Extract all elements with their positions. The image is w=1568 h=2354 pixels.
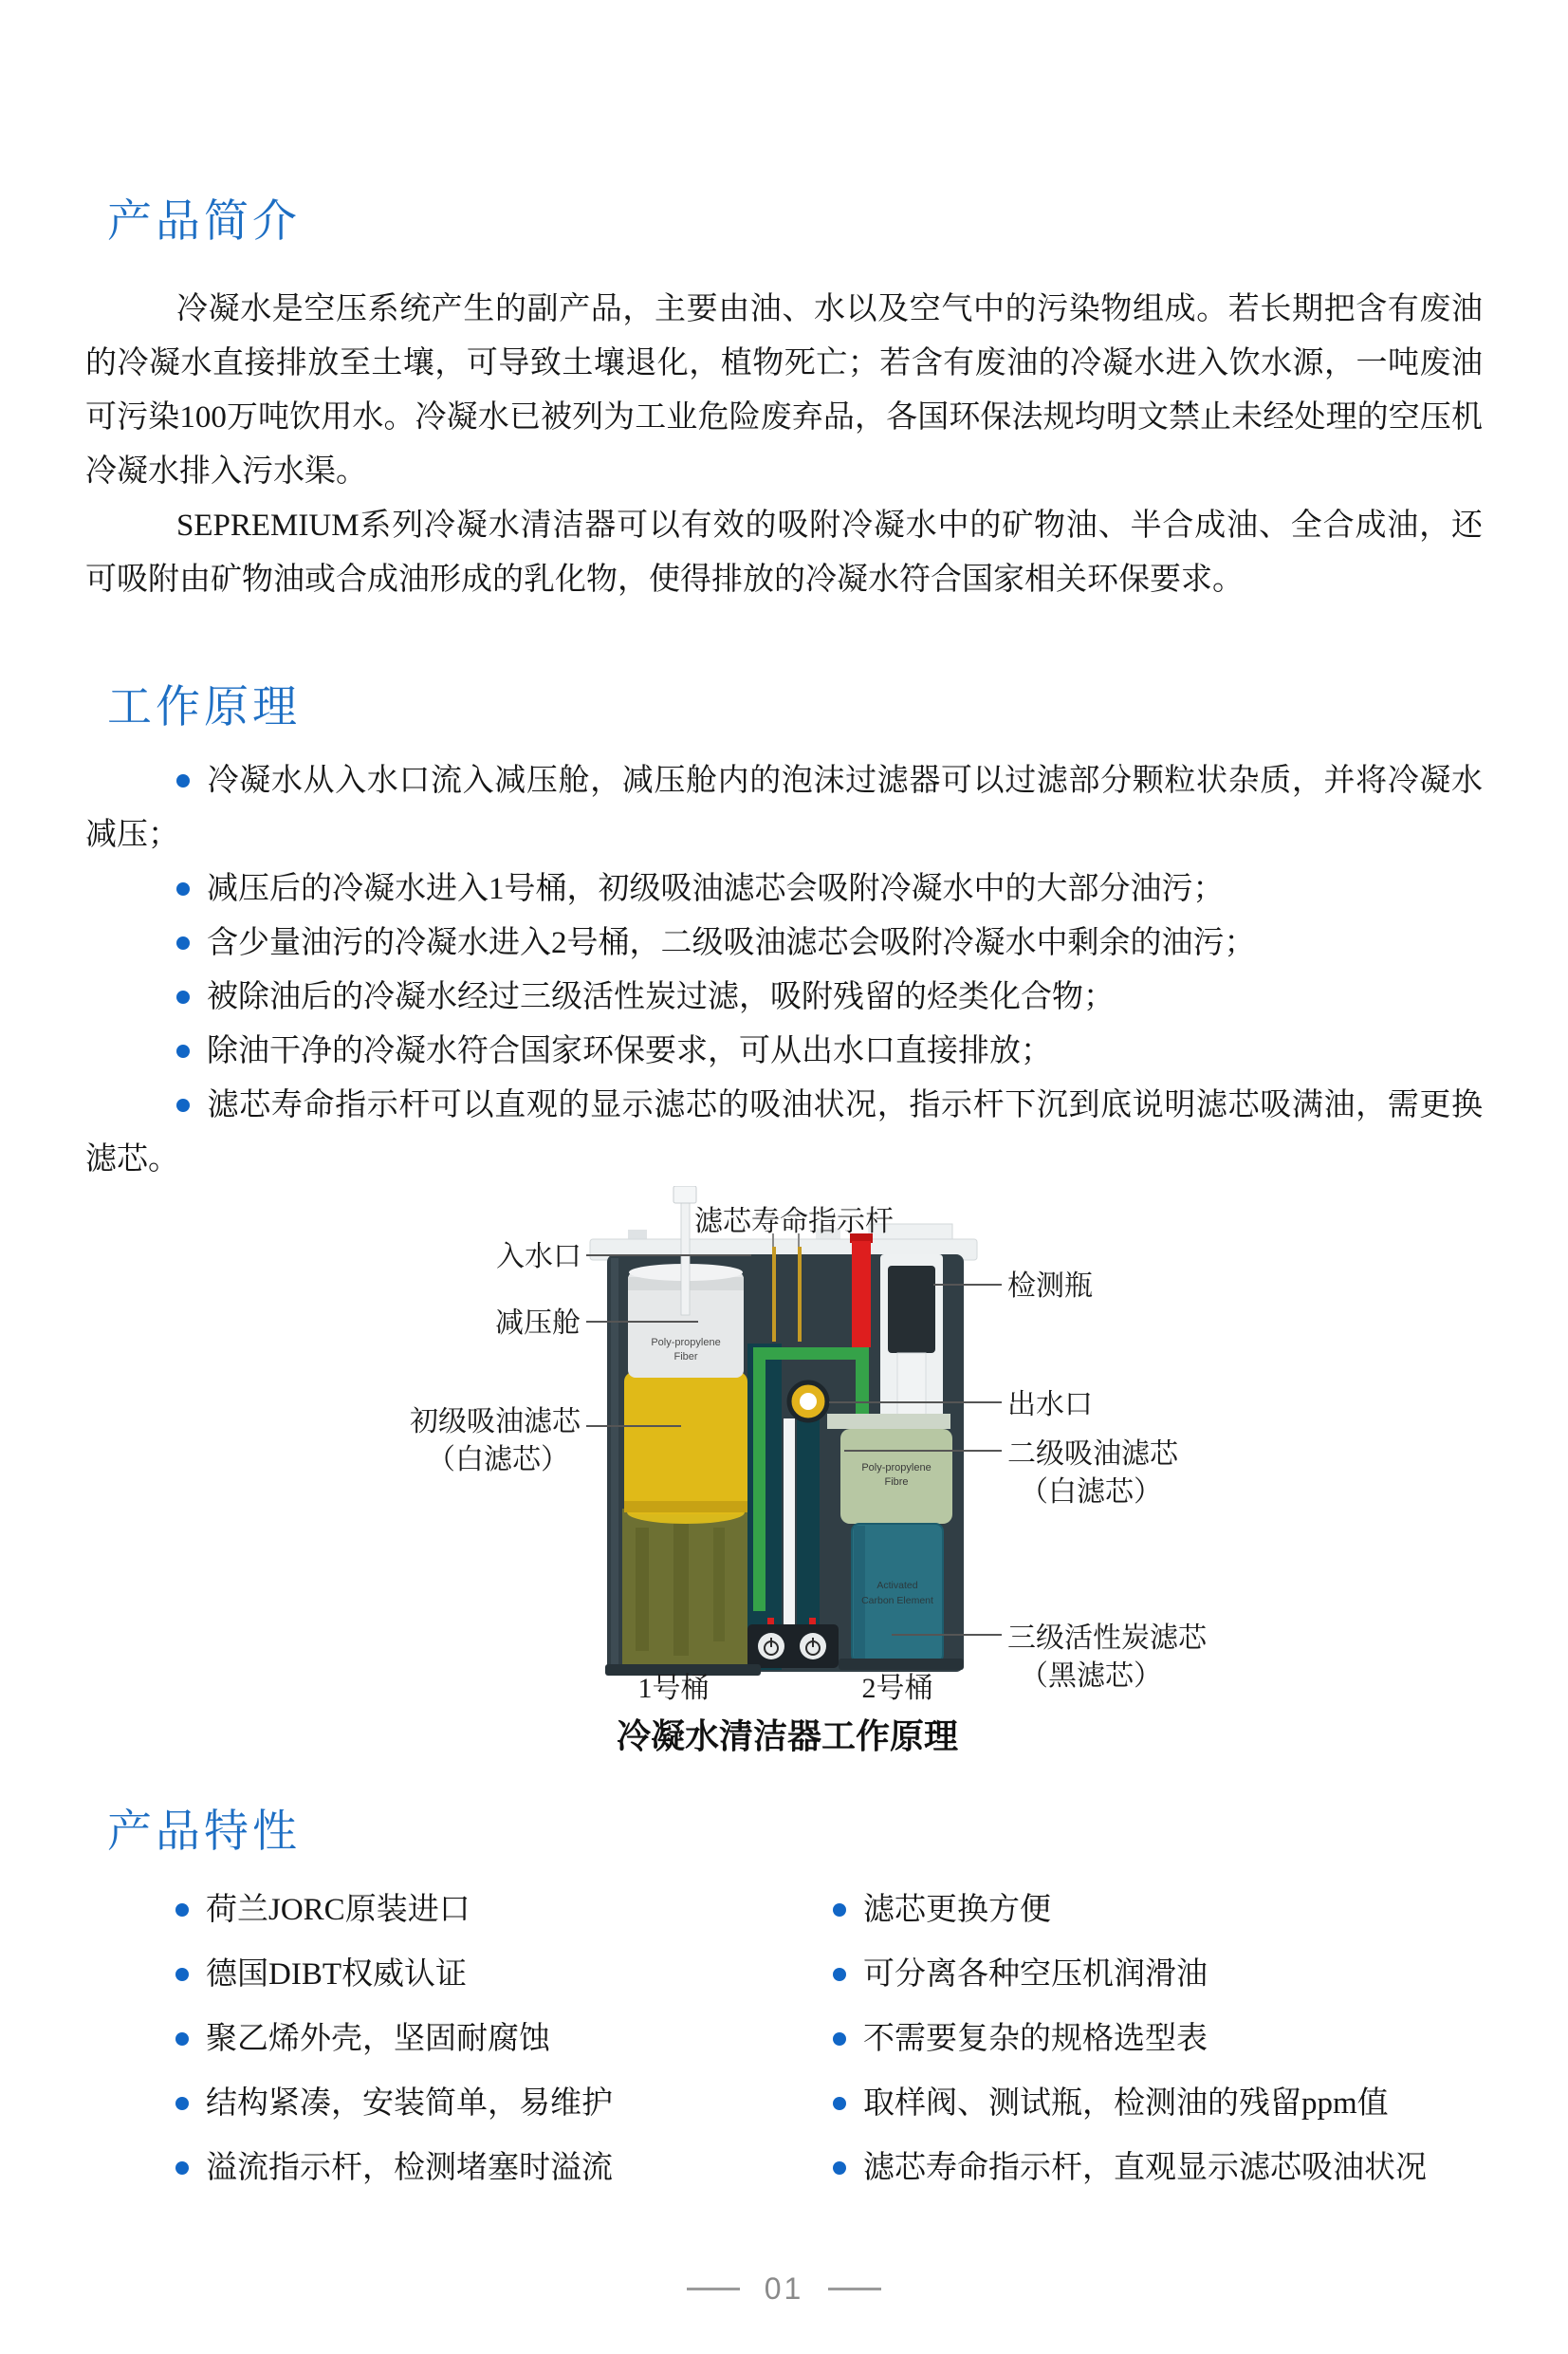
feature-text: 结构紧凑，安装简单，易维护 — [206, 2085, 613, 2121]
connector-line — [829, 1401, 1002, 1403]
bullet-icon — [833, 2097, 846, 2110]
footer-divider-line — [828, 2288, 881, 2290]
life-indicator-rod — [772, 1247, 776, 1342]
feature-text: 滤芯寿命指示杆，直观显示滤芯吸油状况 — [863, 2150, 1427, 2185]
bullet-icon — [175, 2032, 189, 2046]
bullet-icon — [175, 2161, 189, 2175]
chamber-text-1: Poly-propylene — [651, 1337, 721, 1348]
tank2-base — [839, 1659, 964, 1670]
features-grid — [0, 1874, 1568, 2196]
feature-item — [833, 1949, 1208, 1993]
feature-item — [0, 2013, 833, 2058]
feature-item — [833, 2078, 1389, 2122]
red-rod — [852, 1241, 871, 1347]
feature-text: 聚乙烯外壳，坚固耐腐蚀 — [206, 2021, 550, 2056]
section-title-working: 工作原理 — [107, 683, 301, 732]
connector-line — [586, 1321, 698, 1323]
working-bullet-item — [85, 754, 1483, 862]
features-row — [0, 2003, 1568, 2067]
working-bullet-item — [85, 1079, 1483, 1187]
diagram-label-life-indicator: 滤芯寿命指示杆 — [694, 1206, 894, 1237]
diagram-label-test-bottle: 检测瓶 — [1007, 1270, 1093, 1302]
gauge-dot — [809, 1618, 816, 1624]
feature-text: 可分离各种空压机润滑油 — [863, 1956, 1208, 1992]
features-row — [0, 1874, 1568, 1938]
intro-paragraph-2: SEPREMIUM系列冷凝水清洁器可以有效的吸附冷凝水中的矿物油、半合成油、全合成油，还可吸附由矿物油或合成油形成的乳化物，使得排放的冷凝水符合国家相关环保要求。 — [85, 509, 1483, 597]
connector-line — [586, 1425, 681, 1427]
working-bullet-text: 减压后的冷凝水进入1号桶，初级吸油滤芯会吸附冷凝水中的大部分油污； — [207, 872, 1225, 906]
diagram-label-inlet: 入水口 — [496, 1241, 581, 1272]
connector-line — [892, 1634, 1002, 1636]
feature-text: 荷兰JORC原装进口 — [206, 1892, 470, 1927]
page-footer — [0, 2268, 1568, 2309]
indicator-knob — [673, 1186, 696, 1203]
device-diagram — [0, 1186, 1568, 1779]
feature-text: 滤芯更换方便 — [863, 1892, 1051, 1927]
primary-filter-shade — [624, 1501, 747, 1512]
carbon-shade — [854, 1526, 865, 1660]
diagram-label-tertiary: 三级活性炭滤芯 — [1007, 1622, 1207, 1654]
feature-item — [833, 2013, 1208, 2058]
features-row — [0, 2132, 1568, 2196]
connector-line — [586, 1254, 751, 1256]
working-bullet-item — [85, 862, 1483, 917]
carbon-text-2: Carbon Element — [861, 1595, 933, 1606]
bullet-icon — [175, 2097, 189, 2110]
bullet-icon — [175, 1903, 189, 1917]
working-bullet-text: 除油干净的冷凝水符合国家环保要求，可从出水口直接排放； — [207, 1034, 1052, 1068]
bullet-icon — [176, 882, 190, 896]
green-pipe-long — [753, 1347, 766, 1611]
gauge-dot — [767, 1618, 774, 1624]
features-row — [0, 1938, 1568, 2003]
diagram-label-tank1: 1号桶 — [637, 1673, 710, 1704]
feature-item — [0, 1949, 833, 1993]
bullet-icon — [176, 991, 190, 1004]
working-bullet-text: 被除油后的冷凝水经过三级活性炭过滤，吸附残留的烃类化合物； — [207, 980, 1115, 1014]
feature-item — [0, 2078, 833, 2122]
working-bullet-item — [85, 1025, 1483, 1079]
body-highlight — [611, 1258, 618, 1666]
bullet-icon — [833, 2032, 846, 2046]
connector-line — [798, 1233, 800, 1247]
diagram-label-primary: 初级吸油滤芯 — [410, 1406, 581, 1437]
bullet-icon — [833, 1903, 846, 1917]
bullet-icon — [176, 936, 190, 950]
primary-filter — [624, 1372, 747, 1514]
connector-line — [844, 1450, 1002, 1452]
tank2-water-band — [827, 1414, 950, 1429]
life-indicator-rod — [798, 1247, 802, 1342]
working-bullet-text: 冷凝水从入水口流入减压舱，减压舱内的泡沫过滤器可以过滤部分颗粒状杂质，并将冷凝水减压； — [85, 764, 1483, 852]
feature-item — [0, 1884, 833, 1929]
bullet-icon — [833, 2161, 846, 2175]
diagram-label-primary-sub: （白滤芯） — [427, 1444, 569, 1475]
section-title-intro: 产品简介 — [107, 197, 301, 247]
chamber-text-2: Fiber — [673, 1351, 698, 1362]
bullet-icon — [176, 774, 190, 788]
connector-line — [933, 1284, 1002, 1286]
secondary-text-1: Poly-propylene — [861, 1462, 932, 1474]
carbon-filter — [852, 1524, 943, 1662]
feature-text: 德国DIBT权威认证 — [206, 1956, 467, 1992]
feature-item — [0, 2142, 833, 2187]
sight-glass-center — [800, 1393, 817, 1410]
intro-paragraphs — [85, 283, 1483, 607]
feature-text: 不需要复杂的规格选型表 — [863, 2021, 1208, 2056]
feature-text: 取样阀、测试瓶，检测油的残留ppm值 — [863, 2085, 1389, 2121]
feature-text: 溢流指示杆，检测堵塞时溢流 — [206, 2150, 613, 2185]
section-title-features: 产品特性 — [107, 1807, 301, 1857]
feature-item — [833, 2142, 1427, 2187]
diagram-label-outlet: 出水口 — [1007, 1389, 1093, 1420]
device-illustration — [579, 1186, 1015, 1727]
diagram-label-tertiary-sub: （黑滤芯） — [1020, 1660, 1162, 1692]
feature-item — [833, 1884, 1051, 1929]
bullet-icon — [176, 1045, 190, 1058]
diagram-label-secondary-sub: （白滤芯） — [1020, 1476, 1162, 1508]
secondary-text-2: Fibre — [884, 1476, 909, 1488]
tank1-streak — [713, 1528, 725, 1641]
connector-line — [772, 1233, 774, 1247]
diagram-caption: 冷凝水清洁器工作原理 — [616, 1717, 958, 1755]
working-bullet-list — [85, 754, 1483, 1187]
diagram-label-chamber: 减压舱 — [495, 1307, 581, 1339]
footer-divider-line — [687, 2288, 740, 2290]
working-bullet-text: 含少量油污的冷凝水进入2号桶，二级吸油滤芯会吸附冷凝水中剩余的油污； — [207, 926, 1256, 960]
bullet-icon — [833, 1968, 846, 1981]
bullet-icon — [175, 1968, 189, 1981]
test-bottle — [888, 1266, 935, 1353]
tank1-streak — [673, 1523, 689, 1656]
page-number: 01 — [764, 2271, 804, 2306]
intro-paragraph-1: 冷凝水是空压系统产生的副产品，主要由油、水以及空气中的污染物组成。若长期把含有废油的冷凝水直接排放至土壤，可导致土壤退化，植物死亡；若含有废油的冷凝水进入饮水源，一吨废油可污染100万吨饮用水。冷凝水已被列为工业危险废弃品，各国环保法规均明文禁止未经处理的空压机冷凝水排入污水渠。 — [85, 292, 1483, 489]
working-bullet-item — [85, 971, 1483, 1025]
green-pipe-horizontal — [753, 1347, 869, 1360]
carbon-text-1: Activated — [876, 1580, 918, 1591]
bullet-icon — [176, 1099, 190, 1112]
tank1-streak — [636, 1528, 649, 1651]
diagram-label-tank2: 2号桶 — [861, 1673, 933, 1704]
diagram-label-secondary: 二级吸油滤芯 — [1007, 1438, 1178, 1470]
features-row — [0, 2067, 1568, 2132]
working-bullet-item — [85, 917, 1483, 971]
working-bullet-text: 滤芯寿命指示杆可以直观的显示滤芯的吸油状况，指示杆下沉到底说明滤芯吸满油，需更换滤芯。 — [85, 1088, 1483, 1177]
